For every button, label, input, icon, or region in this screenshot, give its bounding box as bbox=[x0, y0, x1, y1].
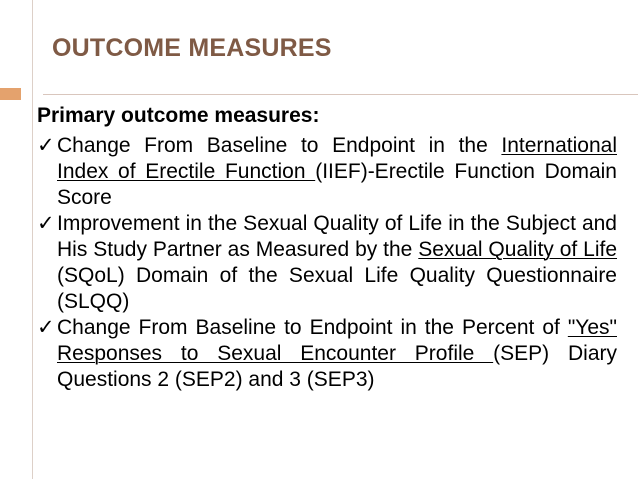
slide-title: OUTCOME MEASURES bbox=[52, 34, 332, 62]
checkmark-icon: ✓ bbox=[37, 212, 55, 235]
bullet-text: Change From Baseline to Endpoint in the bbox=[57, 134, 502, 157]
iief-link[interactable]: International Index of Erectile Function bbox=[57, 134, 617, 183]
bullet-text: (SQoL) Domain of the Sexual Life Quality Questionnaire (SLQQ) bbox=[57, 264, 617, 313]
accent-box bbox=[0, 88, 21, 100]
bullet-item-iief bbox=[37, 133, 617, 211]
checkmark-icon: ✓ bbox=[37, 316, 55, 339]
slide-content bbox=[37, 99, 617, 393]
bullet-text: (SEP) Diary Questions 2 (SEP2) and 3 (SEP3) bbox=[57, 342, 617, 391]
checkmark-icon: ✓ bbox=[37, 134, 55, 157]
left-vertical-line bbox=[32, 0, 33, 479]
sqol-link[interactable]: Sexual Quality of Life bbox=[418, 238, 618, 261]
bullet-text: Improvement in the Sexual Quality of Life in the Subject and His Study Partner as Measured by the bbox=[57, 212, 617, 261]
bullet-text: Change From Baseline to Endpoint in the Percent of bbox=[57, 316, 568, 339]
bullet-text: (IIEF)-Erectile Function Domain Score bbox=[57, 160, 617, 209]
sep-link[interactable]: "Yes" Responses to Sexual Encounter Profile bbox=[57, 316, 617, 365]
section-heading: Primary outcome measures: bbox=[37, 104, 320, 127]
bullet-item-sep bbox=[37, 315, 617, 393]
bullet-item-sqol bbox=[37, 211, 617, 315]
title-divider bbox=[43, 94, 638, 95]
